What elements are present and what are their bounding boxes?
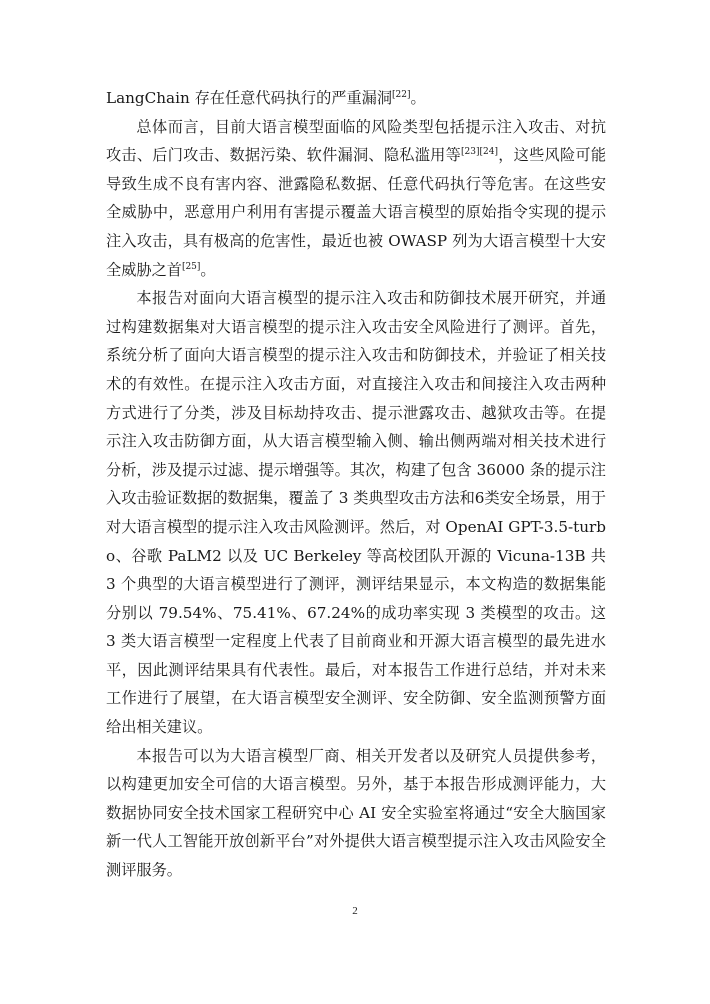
citation-reference: [25] <box>181 261 201 272</box>
citation-reference: [22] <box>392 90 411 100</box>
paragraph-risk-overview <box>106 113 606 285</box>
paragraph-report-purpose <box>106 742 606 885</box>
paragraph-text: 。 <box>410 89 426 107</box>
paragraph-text: ，这些风险可能导致生成不良有害内容、泄露隐私数据、任意代码执行等危害。在这些安全威胁中，恶意用户利用有害提示覆盖大语言模型的原始指令实现的提示注入攻击，具有极高的危害性，最近也被 OWASP 列为大语言模型十大安全威胁之首 <box>106 146 607 279</box>
paragraph-text: 本报告对面向大语言模型的提示注入攻击和防御技术展开研究，并通过构建数据集对大语言模型的提示注入攻击安全风险进行了测评。首先，系统分析了面向大语言模型的提示注入攻击和防御技术，并验证了相关技术的有效性。在提示注入攻击方面，对直接注入攻击和间接注入攻击两种方式进行了分类，涉及目标劫持攻击、提示泄露攻击、越狱攻击等。在提示注入攻击防御方面，从大语言模型输入侧、输出侧两端对相关技术进行分析，涉及提示过滤、提示增强等。其次，构建了包含 36000 条的提示注入攻击验证数据的数据集，覆盖了 3 类典型攻击方法和6类安全场景，用于对大语言模型的提示注入攻击风险测评。然后，对 OpenAI GPT-3.5-turbo、谷歌 PaLM2 以及 UC Berkeley 等高校团队开源的 Vicuna-13B 共 3 个典型的大语言模型进行了测评，测评结果显示，本文构造的数据集能分别以 79.54%、75.41%、67.24%的成功率实现 3 类模型的攻击。这 3 类大语言模型一定程度上代表了目前商业和开源大语言模型的最先进水平，因此测评结果具有代表性。最后，对本报告工作进行总结，并对未来工作进行了展望，在大语言模型安全测评、安全防御、安全监测预警方面给出相关建议。 <box>106 289 606 737</box>
paragraph-text: 。 <box>200 260 216 279</box>
citation-reference: [23][24] <box>461 147 498 158</box>
paragraph-langchain-vulnerability <box>106 84 606 113</box>
paragraph-report-summary <box>106 284 606 742</box>
paragraph-text: LangChain 存在任意代码执行的严重漏洞 <box>106 89 393 107</box>
page-number: 2 <box>352 905 358 917</box>
paragraph-text: 本报告可以为大语言模型厂商、相关开发者以及研究人员提供参考，以构建更加安全可信的大语言模型。另外，基于本报告形成测评能力，大数据协同安全技术国家工程研究中心 AI 安全实验室将通过“安全大脑国家新一代人工智能开放创新平台”对外提供大语言模型提示注入攻击风险安全测评服务。 <box>106 746 606 880</box>
document-body <box>106 84 606 885</box>
paragraph-text: 总体而言，目前大语言模型面临的风险类型包括提示注入攻击、对抗攻击、后门攻击、数据污染、软件漏洞、隐私滥用等 <box>106 117 606 165</box>
